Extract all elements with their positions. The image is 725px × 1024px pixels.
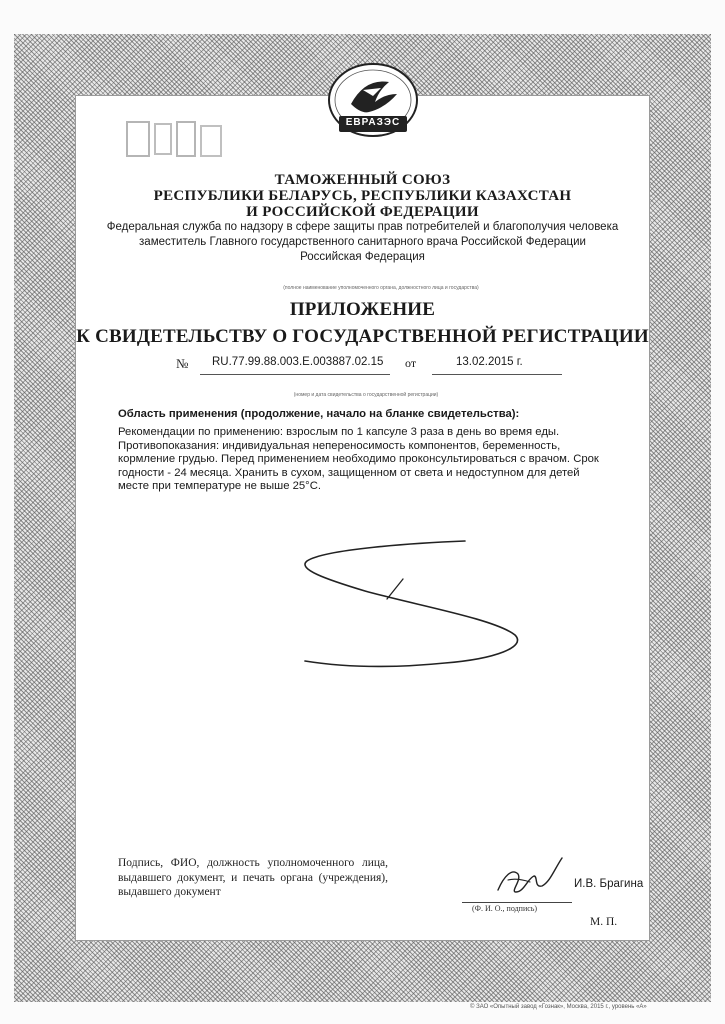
eurasec-emblem-icon [325, 60, 421, 144]
emblem-logo-text: ЕВРАЗЭС [345, 117, 401, 128]
title-line-2: К СВИДЕТЕЛЬСТВУ О ГОСУДАРСТВЕННОЙ РЕГИСТРАЦИИ [76, 326, 649, 347]
from-label: от [405, 356, 417, 370]
cancellation-signature [295, 535, 525, 675]
registration-caption: (номер и дата свидетельства о государственной регистрации) [293, 392, 439, 398]
printer-note: © ЗАО «Опытный завод «Гознак», Москва, 2015 г., уровень «А» [470, 1004, 647, 1010]
title-line-1: ПРИЛОЖЕНИЕ [289, 299, 436, 320]
signature-caption: (Ф. И. О., подпись) [472, 904, 538, 913]
number-underline [200, 374, 390, 375]
body-heading: Область применения (продолжение, начало на бланке свидетельства): [118, 408, 520, 420]
union-line-1: ТАМОЖЕННЫЙ СОЮЗ [274, 172, 451, 188]
faded-stamp-mark [125, 118, 225, 162]
authority-text: Подпись, ФИО, должность уполномоченного лица, выдавшего документ, и печать органа (учреждения), выдавшего документ [118, 857, 388, 898]
official-signature [490, 850, 570, 902]
agency-block [76, 220, 649, 265]
agency-line-2: заместитель Главного государственного санитарного врача Российской Федерации [139, 236, 586, 248]
signature-line [462, 902, 572, 903]
agency-line-3: Российская Федерация [300, 251, 425, 263]
document-title [76, 296, 649, 350]
body-section [118, 408, 608, 493]
union-line-2: РЕСПУБЛИКИ БЕЛАРУСЬ, РЕСПУБЛИКИ КАЗАХСТАН [153, 188, 572, 204]
agency-caption: (полное наименование уполномоченного органа, должностного лица и государства) [283, 285, 479, 291]
date-underline [432, 374, 562, 375]
registration-date: 13.02.2015 г. [456, 356, 523, 368]
number-sign: № [176, 356, 189, 371]
body-paragraph: Рекомендации по применению: взрослым по 1 капсуле 3 раза в день во время еды. Противопоказания: индивидуальная непереносимость компонентов, беременность, кормление грудью. Перед применением необходимо проконсультироваться с врачом. Срок годности - 24 месяца. Хранить в сухом, защищенном от света и недоступном для детей месте при температуре не выше 25°С. [118, 426, 599, 493]
agency-line-1: Федеральная служба по надзору в сфере защиты прав потребителей и благополучия человека [106, 221, 619, 233]
registration-number: RU.77.99.88.003.E.003887.02.15 [212, 356, 384, 368]
union-header [76, 172, 649, 220]
signer-name: И.В. Брагина [574, 878, 644, 890]
union-line-3: И РОССИЙСКОЙ ФЕДЕРАЦИИ [246, 204, 479, 220]
seal-place: М. П. [590, 916, 618, 928]
